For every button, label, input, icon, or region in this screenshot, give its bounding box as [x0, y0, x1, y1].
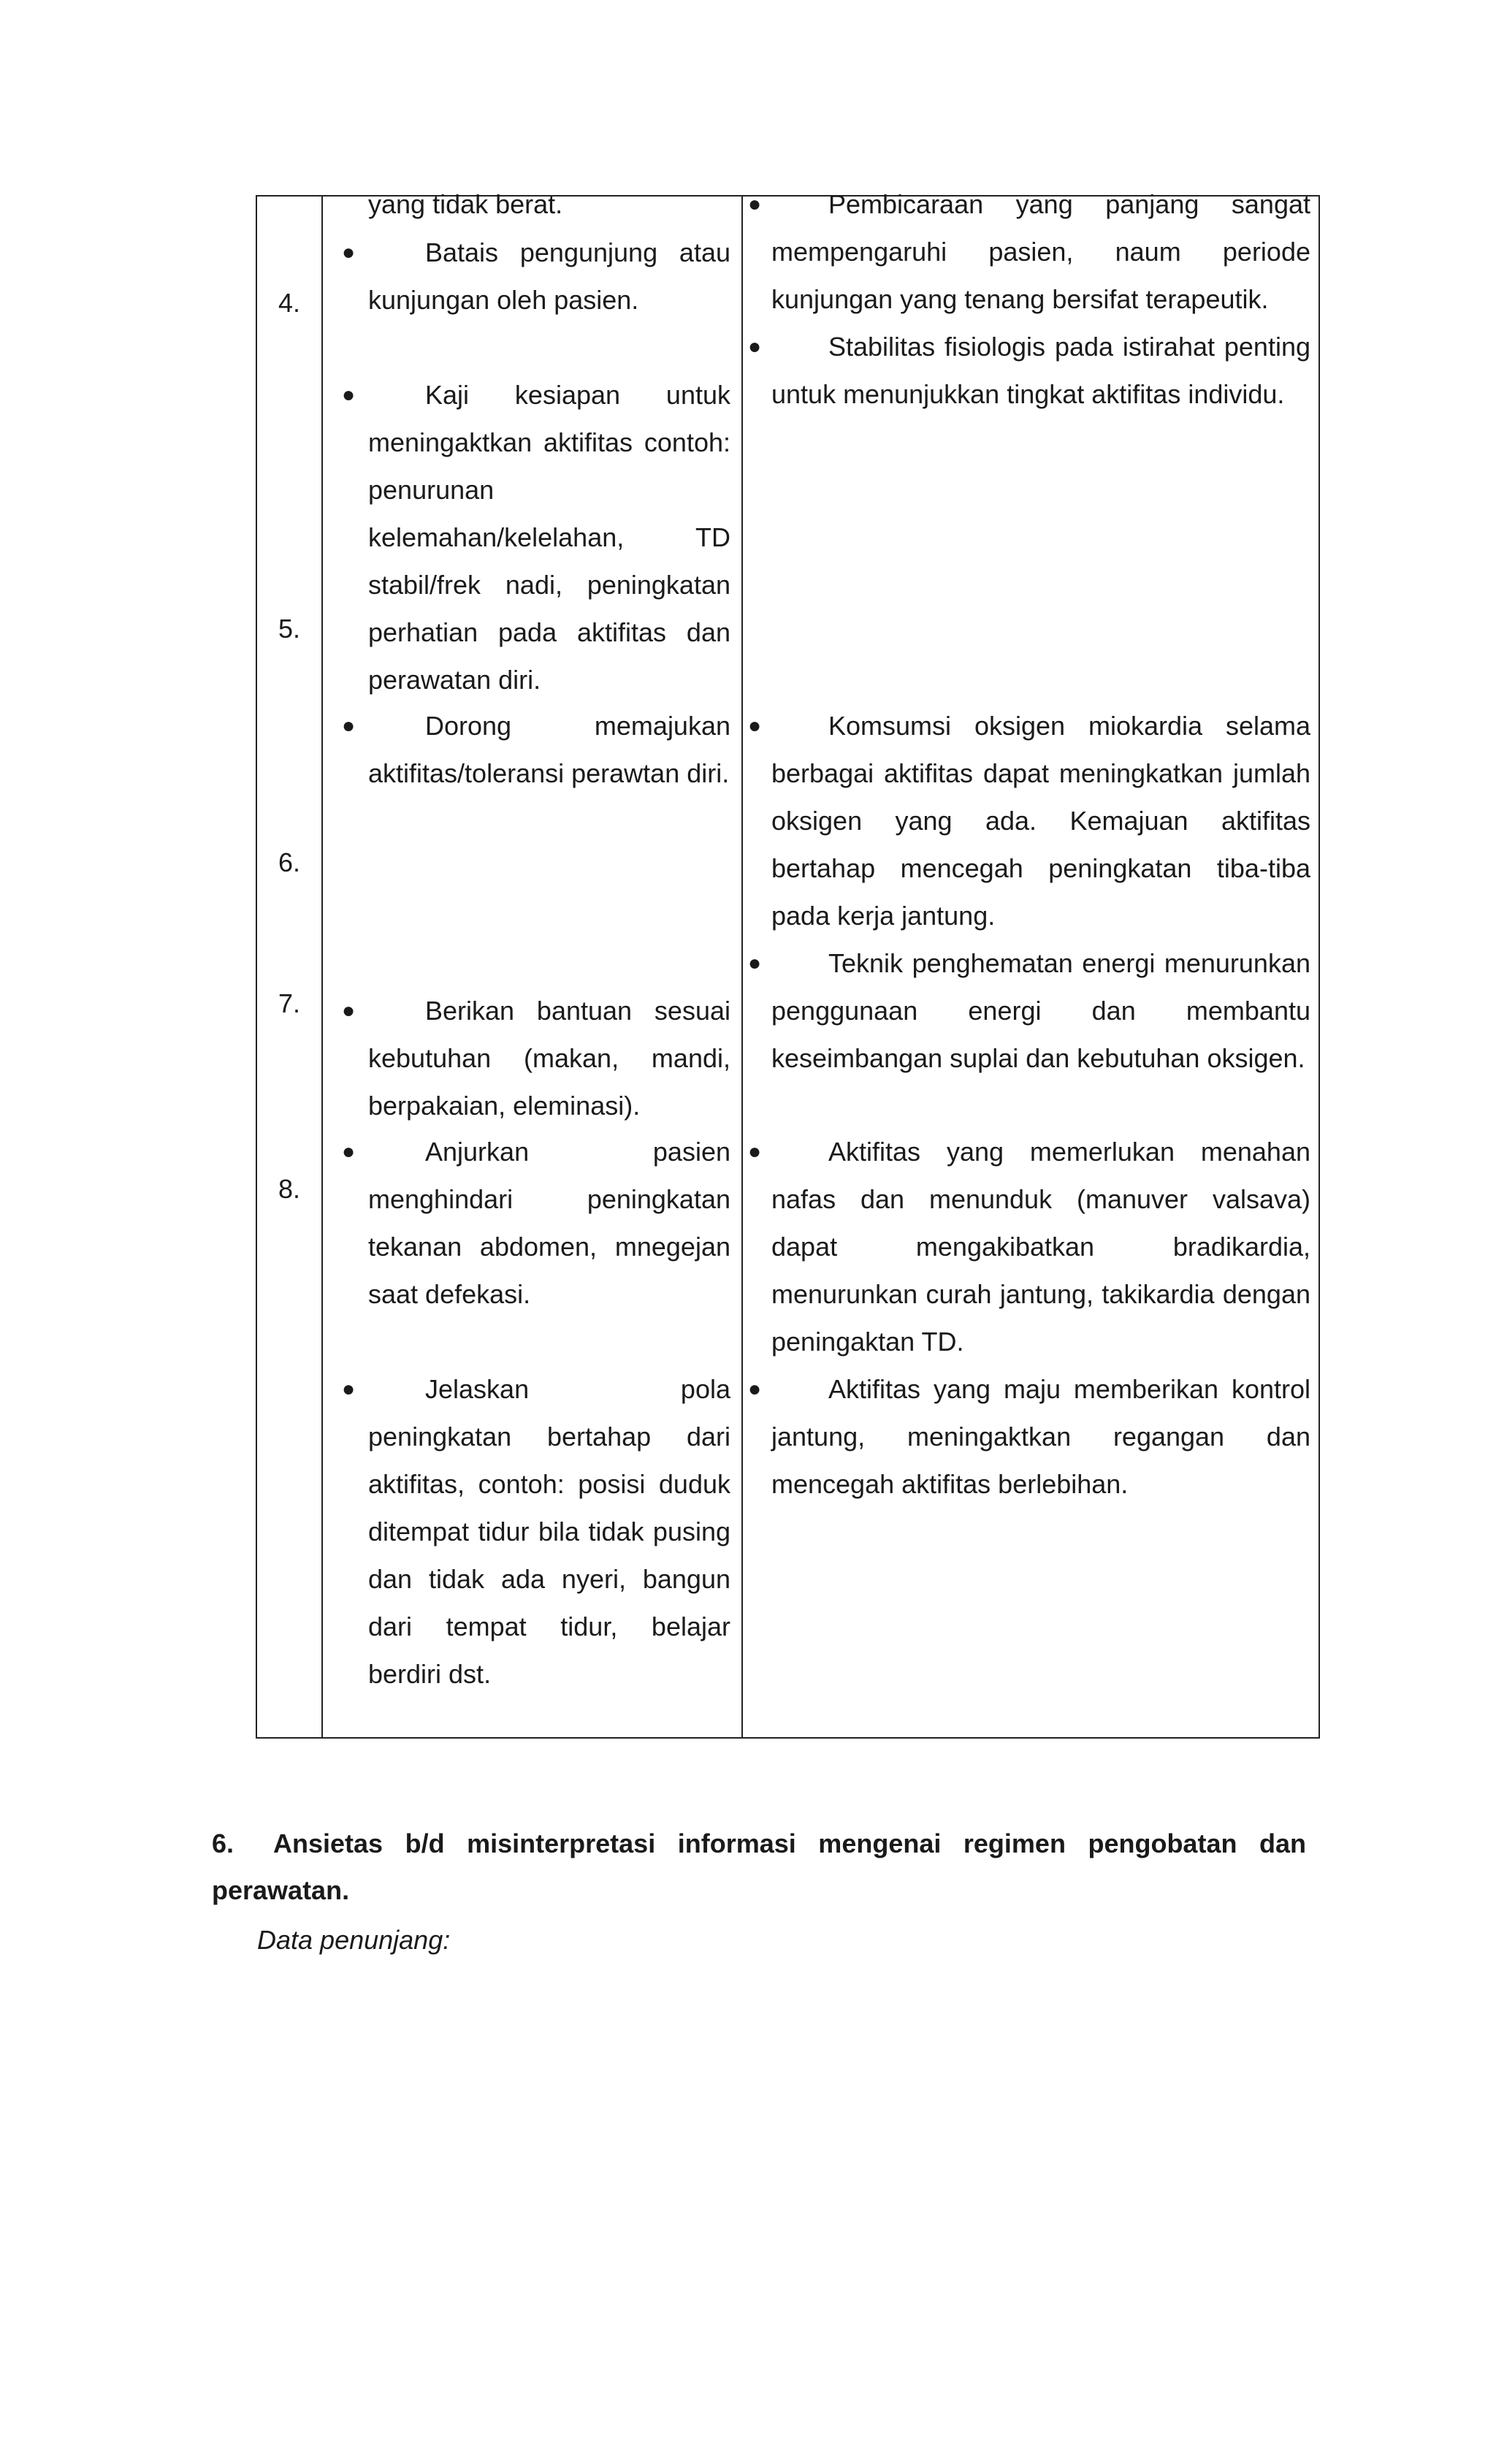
- row-number: 8.: [278, 1174, 301, 1204]
- column-divider: [741, 197, 743, 1737]
- intervention-item: Berikan bantuan sesuai kebutuhan (makan, mandi, berpakaian, eleminasi).: [368, 996, 730, 1121]
- row-number: 6.: [278, 847, 301, 877]
- intervention-item: Batais pengunjung atau kunjungan oleh pasien.: [368, 237, 730, 315]
- section-number: 6.: [212, 1828, 234, 1858]
- rationale-item: Komsumsi oksigen miokardia selama berbagai aktifitas dapat meningkatkan jumlah oksigen yang ada. Kemajuan aktifitas bertahap mencegah peningkatan tiba-tiba pada kerja jantung.: [771, 711, 1310, 931]
- bullet-icon: ●: [342, 240, 356, 264]
- intervention-continued-text: yang tidak berat.: [368, 189, 563, 219]
- section-heading: [212, 1820, 1306, 1914]
- nursing-care-table: [256, 189, 1320, 1739]
- intervention-item: Dorong memajukan aktifitas/toleransi perawtan diri.: [368, 711, 730, 788]
- section-subheading: Data penunjang:: [257, 1925, 451, 1955]
- rationale-item: Aktifitas yang maju memberikan kontrol jantung, meningaktkan regangan dan mencegah aktifitas berlebihan.: [771, 1374, 1310, 1499]
- column-divider: [321, 197, 323, 1737]
- bullet-icon: ●: [342, 1377, 356, 1401]
- section-title: Ansietas b/d misinterpretasi informasi mengenai regimen pengobatan dan perawatan.: [212, 1828, 1306, 1905]
- row-number: 5.: [278, 614, 301, 644]
- bullet-icon: ●: [748, 335, 762, 359]
- row-number: 7.: [278, 988, 301, 1018]
- bullet-icon: ●: [748, 951, 762, 975]
- rationale-item: Pembicaraan yang panjang sangat mempengaruhi pasien, naum periode kunjungan yang tenang bersifat terapeutik.: [771, 189, 1310, 314]
- intervention-item: Kaji kesiapan untuk meningaktkan aktifitas contoh: penurunan kelemahan/kelelahan, TD stabil/frek nadi, peningkatan perhatian pada aktifitas dan perawatan diri.: [368, 380, 730, 695]
- rationale-item: Teknik penghematan energi menurunkan penggunaan energi dan membantu keseimbangan suplai dan kebutuhan oksigen.: [771, 948, 1310, 1073]
- bullet-icon: ●: [342, 1140, 356, 1164]
- rationale-item: Aktifitas yang memerlukan menahan nafas dan menunduk (manuver valsava) dapat mengakibatkan bradikardia, menurunkan curah jantung, takikardia dengan peningaktan TD.: [771, 1137, 1310, 1357]
- bullet-icon: ●: [748, 192, 762, 216]
- bullet-icon: ●: [342, 383, 356, 407]
- rationale-item: Stabilitas fisiologis pada istirahat penting untuk menunjukkan tingkat aktifitas individu.: [771, 332, 1310, 409]
- bullet-icon: ●: [342, 999, 356, 1023]
- intervention-item: Anjurkan pasien menghindari peningkatan tekanan abdomen, mnegejan saat defekasi.: [368, 1137, 730, 1309]
- intervention-item: Jelaskan pola peningkatan bertahap dari aktifitas, contoh: posisi duduk ditempat tidur bila tidak pusing dan tidak ada nyeri, bangun dari tempat tidur, belajar berdiri dst.: [368, 1374, 730, 1689]
- bullet-icon: ●: [748, 714, 762, 738]
- bullet-icon: ●: [342, 714, 356, 738]
- bullet-icon: ●: [748, 1377, 762, 1401]
- row-number: 4.: [278, 288, 301, 318]
- bullet-icon: ●: [748, 1140, 762, 1164]
